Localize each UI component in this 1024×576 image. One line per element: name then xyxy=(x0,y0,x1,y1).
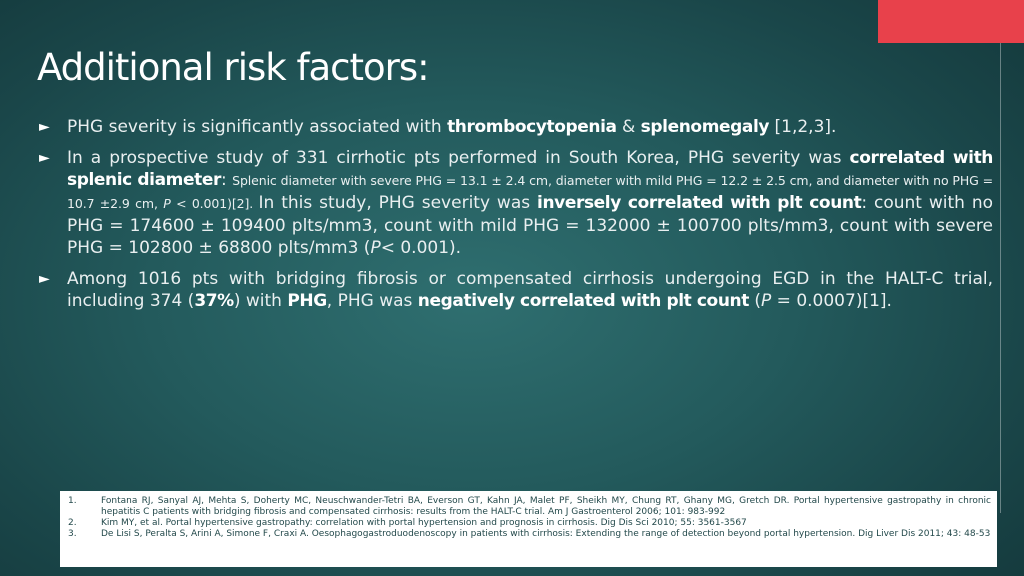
bullet-segment: [1,2,3]. xyxy=(769,117,837,137)
bullet-text xyxy=(67,269,993,311)
bullet-segment: < 0.001). xyxy=(380,238,462,258)
bullet-thrombocytopenia xyxy=(38,116,993,138)
bullet-halt-c xyxy=(38,268,993,312)
bullet-highlight: thrombocytopenia xyxy=(447,117,617,137)
reference-number: 3. xyxy=(68,529,77,539)
bullet-italic: P xyxy=(370,238,381,258)
slide-title: Additional risk factors: xyxy=(37,46,429,89)
triangle-right-icon: ► xyxy=(39,271,50,287)
bullet-highlight: PHG xyxy=(287,291,327,311)
references-box xyxy=(60,491,997,567)
bullet-text xyxy=(67,148,993,258)
right-divider xyxy=(1000,43,1001,513)
reference-item xyxy=(68,518,991,529)
bullet-text xyxy=(67,117,836,137)
reference-number: 1. xyxy=(68,496,77,506)
bullet-highlight: negatively correlated with plt count xyxy=(417,291,749,311)
bullet-segment: = 0.0007)[1]. xyxy=(771,291,892,311)
bullet-segment: : xyxy=(220,170,233,190)
bullet-korea-study xyxy=(38,147,993,259)
bullet-segment: In a prospective study of 331 cirrhotic pts performed in South Korea, PHG severity was xyxy=(67,148,850,168)
bullet-segment: & xyxy=(616,117,641,137)
triangle-right-icon: ► xyxy=(39,150,50,166)
bullet-detail: Splenic diameter with severe PHG = 13.1 ± 2.4 cm, diameter with mild PHG = 12.2 ± 2.5 cm, and diameter with no PHG = 10.7 ±2.9 cm, xyxy=(67,173,993,211)
bullet-highlight: 37% xyxy=(194,291,234,311)
bullet-detail: < 0.001)[2]. xyxy=(170,196,259,211)
bullet-segment: ( xyxy=(748,291,762,311)
reference-text: Fontana RJ, Sanyal AJ, Mehta S, Doherty MC, Neuschwander-Tetri BA, Everson GT, Kahn JA, Malet PF, Sheikh MY, Chung RT, Ghany MG, Gretch DR. Portal hypertensive gastropathy in chronic hepatitis C patients with bridging fibrosis and compensated cirrhosis: results from the HALT-C trial. Am J Gastroenterol 2006; 101: 983-992 xyxy=(101,496,991,517)
bullet-detail-italic: P xyxy=(163,196,171,211)
reference-number: 2. xyxy=(68,518,77,528)
bullet-highlight: correlated with splenic diameter xyxy=(67,148,993,190)
bullet-highlight: inversely correlated with plt count xyxy=(537,193,862,213)
bullet-segment: In this study, PHG severity was xyxy=(258,193,538,213)
bullet-italic: P xyxy=(761,291,772,311)
triangle-right-icon: ► xyxy=(39,119,50,135)
bullet-segment: Among 1016 pts with bridging fibrosis or compensated cirrhosis undergoing EGD in the HALT-C trial, including 374 ( xyxy=(67,269,993,311)
bullet-segment: PHG severity is significantly associated with xyxy=(67,117,448,137)
bullet-highlight: splenomegaly xyxy=(640,117,770,137)
bullet-segment: , PHG was xyxy=(326,291,418,311)
reference-item xyxy=(68,529,991,540)
reference-item xyxy=(68,496,991,518)
accent-bar xyxy=(878,0,1024,43)
reference-text: Kim MY, et al. Portal hypertensive gastropathy: correlation with portal hypertension and prognosis in cirrhosis. Dig Dis Sci 2010; 55: 3561-3567 xyxy=(101,518,747,528)
bullet-segment: : count with no PHG = 174600 ± 109400 plts/mm3, count with mild PHG = 132000 ± 100700 plts/mm3, count with severe PHG = 102800 ± 68800 plts/mm3 ( xyxy=(67,193,993,258)
bullet-list xyxy=(38,116,993,312)
bullet-segment: ) with xyxy=(233,291,288,311)
reference-text: De Lisi S, Peralta S, Arini A, Simone F, Craxi A. Oesophagogastroduodenoscopy in patients with cirrhosis: Extending the range of detection beyond portal hypertension. Dig Liver Dis 2011; 43: 48-53 xyxy=(101,529,991,539)
